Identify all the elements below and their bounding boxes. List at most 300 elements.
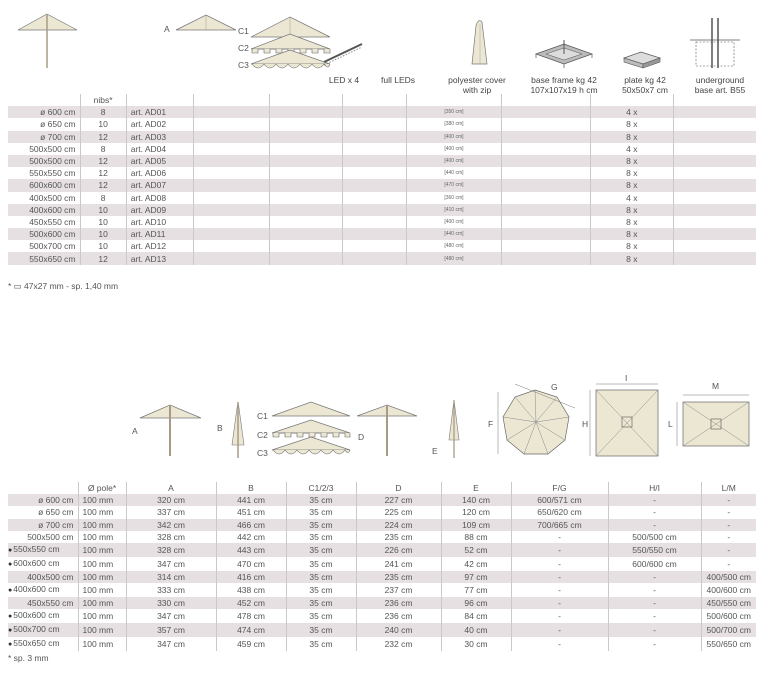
c-cell: 35 cm — [286, 531, 356, 543]
a-cell: 320 cm — [126, 494, 216, 506]
plate-cell: 4 x — [590, 192, 673, 204]
e-header: E — [441, 482, 511, 494]
lm-header: L/M — [721, 483, 736, 494]
plate-cell: 8 x — [590, 179, 673, 191]
fg-cell: 600/571 cm — [511, 494, 608, 506]
full-leds-cell — [269, 252, 342, 264]
plate-cell: 8 x — [590, 228, 673, 240]
table-row — [8, 543, 756, 557]
base-frame-cell — [501, 118, 590, 130]
e-cell: 88 cm — [441, 531, 511, 543]
c-cell: 35 cm — [286, 609, 356, 623]
marker-b: B — [217, 423, 223, 433]
table-row — [8, 583, 756, 597]
base-frame-cell — [501, 167, 590, 179]
lm-cell: - — [701, 543, 756, 557]
plate-cell: 4 x — [590, 143, 673, 155]
art-cell: art. AD01 — [126, 106, 194, 118]
cover-caption: polyester cover with zip — [448, 75, 506, 95]
spacer-cell — [342, 228, 406, 240]
base-frame-cell — [501, 228, 590, 240]
cover-cell: [480 cm] — [407, 252, 502, 264]
full-leds-cell — [269, 131, 342, 143]
size-label: 550x650 cm — [13, 638, 60, 649]
nibs-cell: 10 — [80, 228, 126, 240]
marker-d: D — [358, 432, 365, 442]
top-footnote: * ▭ 47x27 mm - sp. 1,40 mm — [8, 281, 119, 291]
full-leds-cell — [269, 192, 342, 204]
fg-cell: - — [511, 623, 608, 637]
marker-c2: C2 — [238, 43, 249, 53]
d-cell: 236 cm — [356, 609, 441, 623]
lm-cell: - — [727, 507, 731, 518]
full-leds-cell — [269, 240, 342, 252]
size-cell — [8, 623, 78, 637]
full-leds-cell — [269, 143, 342, 155]
art-cell: art. AD04 — [126, 143, 194, 155]
umbrella-open-icon — [140, 405, 201, 456]
nibs-cell: 12 — [80, 155, 126, 167]
pole-cell: 100 mm — [78, 623, 126, 637]
size-cell — [8, 637, 78, 651]
d-cell: 227 cm — [356, 494, 441, 506]
spacer-cell — [342, 216, 406, 228]
a-cell: 314 cm — [126, 571, 216, 583]
pole-cell: 100 mm — [78, 609, 126, 623]
led-cell — [194, 167, 269, 179]
underground-cell — [673, 155, 756, 167]
hi-cell: - — [608, 597, 701, 609]
spacer-cell — [342, 240, 406, 252]
lm-cell: 400/600 cm — [706, 585, 751, 596]
plate-cell: 8 x — [590, 118, 673, 130]
underground-cell — [673, 143, 756, 155]
plate-cell: 8 x — [590, 155, 673, 167]
hi-header: H/I — [608, 482, 701, 494]
d-cell: 237 cm — [356, 583, 441, 597]
lm-cell: - — [727, 531, 731, 542]
spacer-cell — [342, 155, 406, 167]
fg-cell: 700/665 cm — [511, 519, 608, 531]
hi-cell: - — [608, 609, 701, 623]
a-cell: 328 cm — [126, 543, 216, 557]
a-cell: 333 cm — [126, 583, 216, 597]
marker-h: H — [582, 419, 589, 429]
cover-cell: [360 cm] — [407, 192, 502, 204]
b-cell: 438 cm — [216, 583, 286, 597]
size-cell: 400x600 cm — [8, 204, 80, 216]
nibs-cell: 12 — [80, 131, 126, 143]
c-cell: 35 cm — [286, 543, 356, 557]
e-cell: 140 cm — [441, 494, 511, 506]
spacer-cell — [342, 118, 406, 130]
a-cell: 347 cm — [126, 609, 216, 623]
e-cell: 96 cm — [441, 597, 511, 609]
a-cell: 328 cm — [126, 531, 216, 543]
size-label: ø 600 cm — [38, 495, 74, 506]
size-cell — [8, 519, 78, 531]
marker-i: I — [625, 373, 628, 383]
a-cell: 337 cm — [126, 506, 216, 518]
size-cell: 550x550 cm — [8, 167, 80, 179]
full-leds-cell — [269, 167, 342, 179]
marker-l: L — [668, 419, 673, 429]
b-cell: 443 cm — [216, 543, 286, 557]
marker-f: F — [488, 419, 494, 429]
fg-header: F/G — [511, 482, 608, 494]
full-leds-cell — [269, 228, 342, 240]
led-cell — [194, 155, 269, 167]
a-cell: 347 cm — [126, 557, 216, 571]
spacer-cell — [342, 143, 406, 155]
size-cell — [8, 609, 78, 623]
e-cell: 120 cm — [441, 506, 511, 518]
art-cell: art. AD05 — [126, 155, 194, 167]
table-row — [8, 623, 756, 637]
size-cell — [8, 583, 78, 597]
size-label: 400x600 cm — [13, 584, 60, 595]
base-frame-cell — [501, 252, 590, 264]
table-row — [8, 494, 756, 506]
umbrella-icon — [18, 14, 77, 68]
c-header: C1/2/3 — [286, 482, 356, 494]
size-label: ø 700 cm — [38, 519, 74, 530]
hi-cell: 600/600 cm — [608, 557, 701, 571]
table-row — [8, 240, 756, 252]
spacer-cell — [342, 179, 406, 191]
fg-cell: - — [511, 531, 608, 543]
underground-cell — [673, 228, 756, 240]
table-row — [8, 506, 756, 518]
cover-cell: [440 cm] — [407, 167, 502, 179]
lm-cell: 400/500 cm — [701, 571, 756, 583]
art-cell: art. AD07 — [126, 179, 194, 191]
d-cell: 235 cm — [356, 571, 441, 583]
underground-cell — [673, 106, 756, 118]
size-label: 500x600 cm — [13, 610, 60, 621]
cover-cell: [410 cm] — [407, 204, 502, 216]
nibs-header: nibs* — [80, 94, 126, 106]
e-cell: 77 cm — [441, 583, 511, 597]
pole-header: Ø pole* — [78, 482, 126, 494]
led-cell — [194, 228, 269, 240]
full-leds-caption: full LEDs — [380, 75, 415, 85]
e-cell: 109 cm — [441, 519, 511, 531]
d-cell: 241 cm — [356, 557, 441, 571]
d-cell: 236 cm — [356, 597, 441, 609]
plate-cell: 8 x — [590, 131, 673, 143]
size-cell — [8, 557, 78, 571]
base-frame-icon — [536, 40, 592, 68]
underground-base-icon — [690, 18, 740, 68]
lm-cell: - — [701, 494, 756, 506]
rectangle-top-view-icon — [677, 395, 749, 446]
fg-cell: - — [511, 609, 608, 623]
hi-cell: - — [608, 494, 701, 506]
size-cell: 500x600 cm — [8, 228, 80, 240]
e-cell: 42 cm — [441, 557, 511, 571]
table-row — [8, 609, 756, 623]
c-cell: 35 cm — [286, 583, 356, 597]
nibs-cell: 8 — [80, 192, 126, 204]
art-cell: art. AD09 — [126, 204, 194, 216]
bottom-illustrations — [0, 370, 757, 482]
cover-cell: [350 cm] — [407, 106, 502, 118]
plate-icon — [624, 52, 660, 68]
size-label: 550x550 cm — [13, 543, 60, 554]
led-cell — [194, 118, 269, 130]
led-cell — [194, 106, 269, 118]
size-cell: 450x550 cm — [8, 216, 80, 228]
base-frame-cell — [501, 204, 590, 216]
fg-cell: 650/620 cm — [511, 506, 608, 518]
base-frame-caption: base frame kg 42 107x107x19 h cm — [530, 75, 598, 95]
d-cell: 225 cm — [356, 506, 441, 518]
size-cell — [8, 571, 78, 583]
led-cell — [194, 179, 269, 191]
size-cell: 500x500 cm — [8, 143, 80, 155]
marker-c2: C2 — [257, 430, 268, 440]
table-row — [8, 637, 756, 651]
full-leds-cell — [269, 118, 342, 130]
top-spec-table — [8, 94, 756, 265]
umbrella-d-icon — [357, 405, 417, 456]
b-cell: 441 cm — [216, 494, 286, 506]
pole-cell: 100 mm — [78, 597, 126, 609]
pole-cell: 100 mm — [78, 637, 126, 651]
marker-e: E — [432, 446, 438, 456]
c-cell: 35 cm — [286, 557, 356, 571]
umbrella-closed-icon — [232, 402, 244, 458]
pole-cell: 100 mm — [78, 494, 126, 506]
art-cell: art. AD08 — [126, 192, 194, 204]
art-cell: art. AD10 — [126, 216, 194, 228]
nibs-cell: 10 — [80, 240, 126, 252]
table-row — [8, 519, 756, 531]
size-label: 400x500 cm — [27, 572, 74, 583]
c-cell: 35 cm — [286, 597, 356, 609]
table-row — [8, 571, 756, 583]
table-row — [8, 531, 756, 543]
marker-c3: C3 — [257, 448, 268, 458]
size-label: 600x600 cm — [13, 557, 60, 568]
table-row — [8, 106, 756, 118]
size-label: 450x550 cm — [27, 598, 74, 609]
base-frame-cell — [501, 192, 590, 204]
marker-c1: C1 — [257, 411, 268, 421]
pole-cell: 100 mm — [78, 531, 126, 543]
canopy-c1-icon — [272, 402, 350, 416]
b-cell: 459 cm — [216, 637, 286, 651]
size-cell — [8, 494, 78, 506]
underground-cell — [673, 216, 756, 228]
a-cell: 330 cm — [126, 597, 216, 609]
marker-c1: C1 — [238, 26, 249, 36]
spacer-cell — [342, 167, 406, 179]
canopy-c2-icon — [272, 420, 350, 437]
table-row — [8, 167, 756, 179]
hi-cell: - — [608, 519, 701, 531]
spacer-cell — [342, 192, 406, 204]
table-row — [8, 155, 756, 167]
b-cell: 474 cm — [216, 623, 286, 637]
hi-cell: - — [608, 623, 701, 637]
table-row — [8, 228, 756, 240]
art-cell: art. AD12 — [126, 240, 194, 252]
b-cell: 442 cm — [216, 531, 286, 543]
cover-cell: [400 cm] — [407, 155, 502, 167]
led-cell — [194, 240, 269, 252]
table-row — [8, 131, 756, 143]
size-cell: ø 650 cm — [8, 118, 80, 130]
size-cell — [8, 531, 78, 543]
plate-caption: plate kg 42 50x50x7 cm — [622, 75, 668, 95]
cover-cell: [470 cm] — [407, 179, 502, 191]
plate-cell: 8 x — [590, 240, 673, 252]
bottom-table-header — [8, 482, 756, 494]
table-row — [8, 252, 756, 264]
c-cell: 35 cm — [286, 637, 356, 651]
e-cell: 40 cm — [441, 623, 511, 637]
base-frame-cell — [501, 131, 590, 143]
size-label: ø 650 cm — [38, 507, 74, 518]
size-cell: 600x600 cm — [8, 179, 80, 191]
full-leds-cell — [269, 106, 342, 118]
underground-cell — [673, 131, 756, 143]
b-cell: 470 cm — [216, 557, 286, 571]
base-frame-cell — [501, 216, 590, 228]
nibs-cell: 12 — [80, 167, 126, 179]
cover-cell: [380 cm] — [407, 118, 502, 130]
lm-cell: - — [727, 558, 731, 569]
full-leds-cell — [269, 204, 342, 216]
plate-cell: 8 x — [590, 204, 673, 216]
plate-cell: 8 x — [590, 252, 673, 264]
base-frame-cell — [501, 106, 590, 118]
underground-caption: underground base art. B55 — [694, 75, 746, 95]
size-label: 500x700 cm — [13, 624, 60, 635]
marker-g: G — [551, 382, 558, 392]
spacer-cell — [342, 204, 406, 216]
c-cell: 35 cm — [286, 519, 356, 531]
plate-cell: 8 x — [590, 216, 673, 228]
art-cell: art. AD11 — [126, 228, 194, 240]
a-cell: 347 cm — [126, 637, 216, 651]
spacer-cell — [342, 131, 406, 143]
led-cell — [194, 204, 269, 216]
c-cell: 35 cm — [286, 571, 356, 583]
lm-cell: 500/600 cm — [706, 611, 751, 622]
pole-cell: 100 mm — [78, 506, 126, 518]
fg-cell: - — [511, 543, 608, 557]
pole-cell: 100 mm — [78, 519, 126, 531]
pole-cell: 100 mm — [78, 571, 126, 583]
led-strip-icon — [324, 44, 362, 65]
c-cell: 35 cm — [286, 494, 356, 506]
art-cell: art. AD06 — [126, 167, 194, 179]
c-cell: 35 cm — [286, 623, 356, 637]
led-cell — [194, 192, 269, 204]
nibs-cell: 10 — [80, 118, 126, 130]
size-cell — [8, 543, 78, 557]
d-cell: 232 cm — [356, 637, 441, 651]
lm-cell: - — [701, 519, 756, 531]
led-cell — [194, 216, 269, 228]
lm-cell: 500/700 cm — [701, 623, 756, 637]
table-row — [8, 557, 756, 571]
marker-a: A — [132, 426, 138, 436]
led-cell — [194, 143, 269, 155]
hi-cell: 550/550 cm — [608, 543, 701, 557]
nibs-cell: 8 — [80, 143, 126, 155]
base-frame-cell — [501, 240, 590, 252]
top-table-header — [8, 94, 756, 106]
size-cell: 500x700 cm — [8, 240, 80, 252]
e-cell: 52 cm — [441, 543, 511, 557]
umbrella-e-icon — [449, 400, 459, 458]
nibs-cell: 10 — [80, 204, 126, 216]
hi-cell: - — [608, 506, 701, 518]
table-row — [8, 143, 756, 155]
hi-cell: - — [608, 583, 701, 597]
pole-cell: 100 mm — [78, 543, 126, 557]
art-cell: art. AD13 — [126, 252, 194, 264]
underground-cell — [673, 118, 756, 130]
spacer-cell — [342, 106, 406, 118]
art-cell: art. AD02 — [126, 118, 194, 130]
round-top-view-icon — [498, 384, 575, 454]
a-header: A — [126, 482, 216, 494]
cover-cell: [480 cm] — [407, 240, 502, 252]
d-cell: 240 cm — [356, 623, 441, 637]
table-row — [8, 597, 756, 609]
size-cell — [8, 506, 78, 518]
table-row — [8, 192, 756, 204]
hi-cell: - — [608, 637, 701, 651]
fg-cell: - — [511, 597, 608, 609]
underground-cell — [673, 204, 756, 216]
a-cell: 342 cm — [126, 519, 216, 531]
hi-cell: 500/500 cm — [608, 531, 701, 543]
hi-cell: - — [608, 571, 701, 583]
e-cell: 97 cm — [441, 571, 511, 583]
e-cell: 84 cm — [441, 609, 511, 623]
spacer-cell — [342, 252, 406, 264]
marker-a: A — [164, 24, 170, 34]
pole-cell: 100 mm — [78, 557, 126, 571]
base-frame-cell — [501, 143, 590, 155]
underground-cell — [673, 252, 756, 264]
underground-cell — [673, 240, 756, 252]
led-caption: LED x 4 — [328, 75, 360, 85]
nibs-cell: 12 — [80, 179, 126, 191]
table-row — [8, 179, 756, 191]
underground-cell — [673, 192, 756, 204]
full-leds-cell — [269, 179, 342, 191]
plate-cell: 4 x — [590, 106, 673, 118]
size-cell: 550x650 cm — [8, 252, 80, 264]
base-frame-cell — [501, 179, 590, 191]
nibs-cell: 10 — [80, 216, 126, 228]
square-top-view-icon — [590, 384, 658, 456]
nibs-cell: 12 — [80, 252, 126, 264]
b-cell: 452 cm — [216, 597, 286, 609]
canopy-c3-icon — [272, 437, 350, 454]
cover-cell: [400 cm] — [407, 131, 502, 143]
cover-cell: [440 cm] — [407, 228, 502, 240]
b-cell: 451 cm — [216, 506, 286, 518]
cover-cell: [400 cm] — [407, 216, 502, 228]
